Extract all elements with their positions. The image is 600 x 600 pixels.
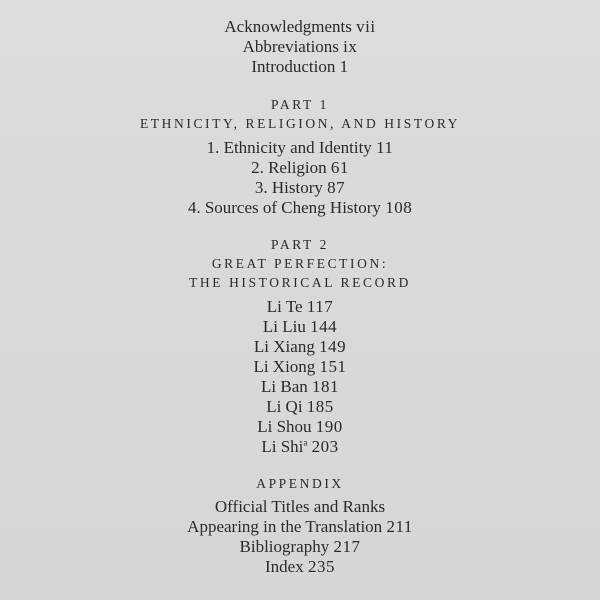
part1-label: PART 1 xyxy=(271,97,329,112)
part2-label: PART 2 xyxy=(271,237,329,252)
toc-entry-chapter: Li Te 117 xyxy=(266,297,334,316)
toc-entry-chapter: Li Shi$^a$ 203 xyxy=(261,437,339,456)
appendix-heading xyxy=(0,474,600,493)
toc-entry-index: Index 235 xyxy=(265,557,335,576)
toc-entry-chapter: 2. Religion 61 xyxy=(251,158,349,177)
appendix-entries xyxy=(0,497,600,577)
toc-entry-acknowledgments: Acknowledgments vii xyxy=(224,17,376,36)
toc-entry-chapter: Li Ban 181 xyxy=(261,377,339,396)
toc-entry-abbreviations: Abbreviations ix xyxy=(242,37,358,56)
part2-heading xyxy=(0,235,600,292)
part2-title-line2: THE HISTORICAL RECORD xyxy=(189,275,411,290)
toc-entry-appendix: Appearing in the Translation 211 xyxy=(187,517,413,536)
toc-entry-appendix: Official Titles and Ranks xyxy=(214,497,386,516)
part1-heading xyxy=(0,95,600,133)
part1-chapters xyxy=(0,138,600,218)
toc-entry-chapter: Li Xiong 151 xyxy=(253,357,347,376)
part1-title: ETHNICITY, RELIGION, AND HISTORY xyxy=(139,116,461,131)
superscript-marker: a xyxy=(303,437,308,448)
toc-entry-chapter: Li Xiang 149 xyxy=(253,337,347,356)
toc-entry-introduction: Introduction 1 xyxy=(251,57,349,76)
front-matter xyxy=(0,17,600,77)
toc-entry-chapter: Li Shou 190 xyxy=(257,417,343,436)
toc-entry-chapter: 4. Sources of Cheng History 108 xyxy=(187,198,413,217)
appendix-label: APPENDIX xyxy=(256,476,344,491)
part2-chapters xyxy=(0,297,600,457)
part2-title-line1: GREAT PERFECTION: xyxy=(211,256,389,271)
toc-entry-chapter: Li Liu 144 xyxy=(262,317,338,336)
toc-entry-chapter: Li Qi 185 xyxy=(266,397,334,416)
toc-entry-chapter: 3. History 87 xyxy=(254,178,346,197)
toc-entry-chapter: 1. Ethnicity and Identity 11 xyxy=(206,138,394,157)
toc-entry-bibliography: Bibliography 217 xyxy=(239,537,361,556)
